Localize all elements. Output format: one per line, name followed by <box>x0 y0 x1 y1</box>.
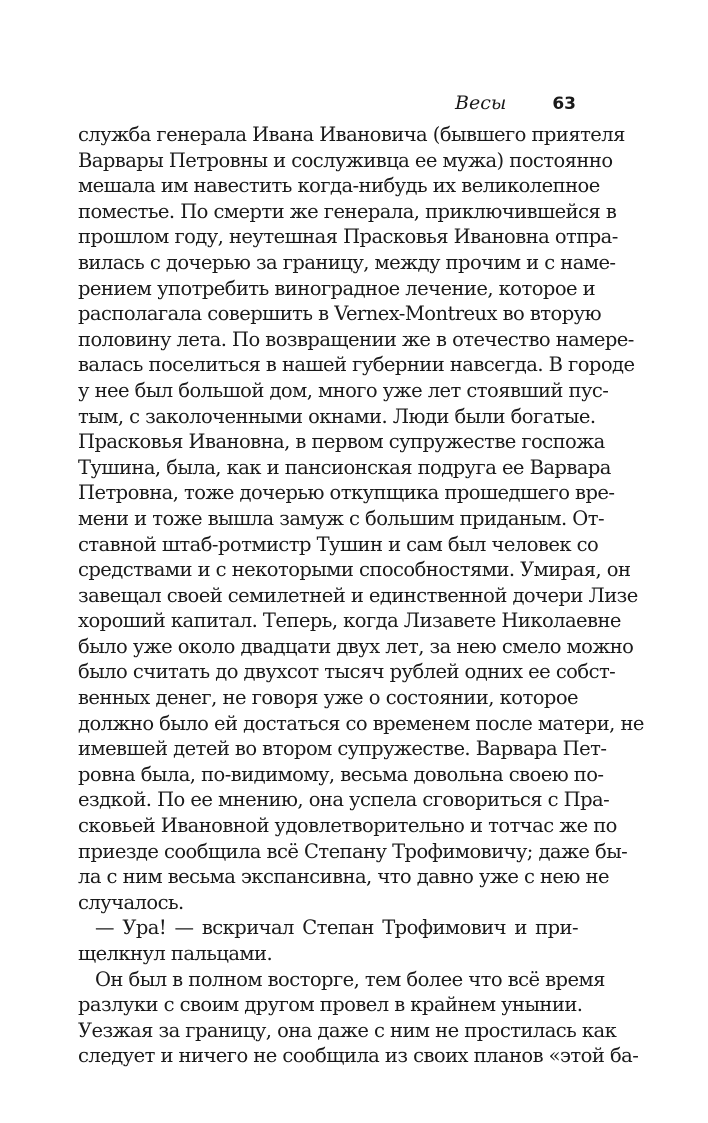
text-line: Петровна, тоже дочерью откупщика прошедшего вре- <box>78 481 615 505</box>
text-line: щелкнул пальцами. <box>78 942 273 965</box>
text-line: рением употребить виноградное лечение, которое и <box>78 276 596 300</box>
text-line: располагала совершить в Vernex-Montreux во вторую <box>78 302 602 326</box>
text-line: сковьей Ивановной удовлетворительно и тотчас же по <box>78 814 617 838</box>
text-line: прошлом году, неутешная Прасковья Ивановна отпра- <box>78 225 618 249</box>
text-line: вилась с дочерью за границу, между прочим и с наме- <box>78 250 616 274</box>
text-line: ла с ним весьма экспансивна, что давно уже с нею не <box>78 865 609 889</box>
text-line: валась поселиться в нашей губернии навсегда. В городе <box>78 353 635 377</box>
text-line: венных денег, не говоря уже о состоянии, которое <box>78 686 578 710</box>
text-line: Тушина, была, как и пансионская подруга ее Варвара <box>78 455 611 479</box>
text-line: завещал своей семилетней и единственной дочери Лизе <box>78 583 638 607</box>
text-line: ездкой. По ее мнению, она успела сговориться с Пра- <box>78 788 610 812</box>
text-line: — Ура! — вскричал Степан Трофимович и при- <box>95 916 578 940</box>
text-line: половину лета. По возвращении же в отечество намере- <box>78 327 634 351</box>
text-line: ровна была, по-видимому, весьма довольна своею по- <box>78 762 604 786</box>
text-line: хороший капитал. Теперь, когда Лизавете Николаевне <box>78 609 621 633</box>
text-line: было уже около двадцати двух лет, за нею смело можно <box>78 634 634 658</box>
running-head <box>455 92 576 114</box>
text-line: средствами и с некоторыми способностями. Умирая, он <box>78 558 631 582</box>
text-line: у нее был большой дом, много уже лет стоявший пус- <box>78 378 609 402</box>
text-line: следует и ничего не сообщила из своих планов «этой ба- <box>78 1044 639 1068</box>
running-title: Весы <box>455 92 507 114</box>
text-line: мешала им навестить когда-нибудь их великолепное <box>78 174 600 198</box>
page-text <box>78 122 644 1069</box>
text-line: Варвары Петровны и сослуживца ее мужа) постоянно <box>78 148 613 172</box>
text-line: приезде сообщила всё Степану Трофимовичу; даже бы- <box>78 839 628 863</box>
text-line: было считать до двухсот тысяч рублей одних ее собст- <box>78 660 616 684</box>
text-line: имевшей детей во втором супружестве. Варвара Пет- <box>78 737 607 761</box>
text-line: поместье. По смерти же генерала, приключившейся в <box>78 199 617 223</box>
text-line: Он был в полном восторге, тем более что всё время <box>95 967 605 991</box>
page-number: 63 <box>552 94 576 114</box>
text-line: разлуки с своим другом провел в крайнем унынии. <box>78 993 583 1017</box>
text-line: Уезжая за границу, она даже с ним не простилась как <box>78 1018 617 1042</box>
text-line: ставной штаб-ротмистр Тушин и сам был человек со <box>78 532 599 556</box>
text-line: тым, с заколоченными окнами. Люди были богатые. <box>78 404 596 428</box>
text-line: должно было ей достаться со временем после матери, не <box>78 711 644 735</box>
text-line: служба генерала Ивана Ивановича (бывшего приятеля <box>78 123 625 146</box>
text-line: Прасковья Ивановна, в первом супружестве госпожа <box>78 430 605 454</box>
text-line: мени и тоже вышла замуж с большим приданым. От- <box>78 506 604 530</box>
text-line: случалось. <box>78 890 184 914</box>
